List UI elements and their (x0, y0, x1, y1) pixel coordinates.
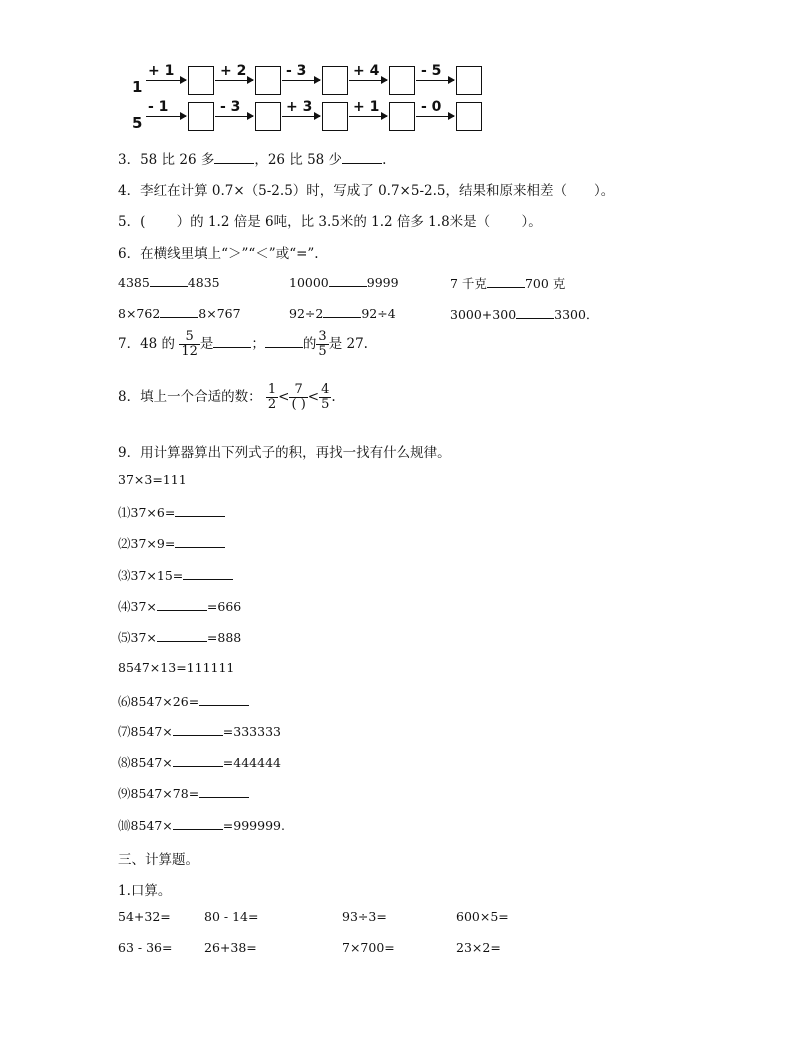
fraction (319, 383, 331, 412)
q9-line-text: ⑻8547× (118, 755, 173, 770)
question-3 (118, 148, 386, 168)
chain-start: 1 (132, 78, 143, 96)
q9-line (118, 722, 281, 740)
answer-box[interactable] (456, 102, 482, 131)
answer-blank[interactable] (516, 306, 554, 319)
chain-op: - 3 (220, 99, 241, 115)
compare-right: 700 克 (524, 276, 566, 291)
oral-item: 63 - 36= (118, 940, 173, 955)
compare-item (118, 305, 241, 321)
q7-text: 的 (302, 336, 317, 352)
answer-blank[interactable] (175, 535, 225, 548)
oral-item: 93÷3= (342, 909, 387, 924)
answer-box[interactable] (188, 102, 214, 131)
compare-right: 4835 (187, 275, 220, 290)
q9-line (118, 816, 285, 834)
compare-item (450, 274, 565, 292)
q9-line (118, 472, 187, 487)
compare-left: 10000 (289, 275, 329, 290)
fraction (289, 383, 307, 412)
chain-op: - 0 (421, 99, 442, 115)
answer-blank[interactable] (183, 567, 233, 580)
q9-line-result: =333333 (222, 724, 281, 739)
q9-line-result: =444444 (222, 755, 281, 770)
fraction (316, 330, 328, 359)
answer-blank[interactable] (342, 151, 382, 164)
answer-blank[interactable] (323, 305, 361, 318)
answer-box[interactable] (255, 102, 281, 131)
answer-blank[interactable] (173, 817, 223, 830)
question-4: 4．李红在计算 0.7×（5-2.5）时，写成了 0.7×5-2.5，结果和原来相差（ ）。 (118, 183, 615, 199)
number-chain-2 (128, 99, 498, 140)
question-6-title: 6．在横线里填上“＞”“＜”或“=”. (118, 246, 319, 262)
compare-left: 8×762 (118, 306, 161, 321)
answer-box[interactable] (255, 66, 281, 95)
question-5: 5．( ）的 1.2 倍是 6吨，比 3.5米的 1.2 倍多 1.8米是（ ）。 (118, 214, 542, 230)
q9-line (118, 753, 281, 771)
q9-line-text: ⑸37× (118, 630, 157, 645)
denominator: 5 (321, 397, 330, 412)
question-7 (118, 330, 368, 359)
q9-line (118, 784, 249, 802)
q9-line (118, 503, 225, 521)
answer-blank[interactable] (329, 274, 367, 287)
compare-item (450, 305, 598, 323)
q9-line (118, 597, 241, 615)
answer-blank[interactable] (173, 754, 223, 767)
answer-box[interactable] (188, 66, 214, 95)
less-than-sign: < (307, 389, 320, 405)
q9-line-result: =666 (206, 599, 242, 614)
compare-right: 8×767 (198, 306, 241, 321)
compare-item (289, 274, 399, 290)
q3-text-b: ，26 比 58 少 (254, 152, 343, 168)
oral-item: 600×5= (456, 909, 509, 924)
numerator: 7 (289, 383, 307, 398)
question-8 (118, 383, 336, 412)
compare-item (289, 305, 396, 321)
numerator: 1 (267, 382, 277, 397)
compare-left: 4385 (118, 275, 150, 290)
q8-prefix: 8．填上一个合适的数： (118, 389, 262, 405)
denominator: 5 (318, 344, 327, 359)
answer-box[interactable] (322, 66, 348, 95)
denominator: 12 (181, 344, 198, 359)
answer-box[interactable] (389, 66, 415, 95)
q9-line (118, 628, 241, 646)
arrow (215, 116, 253, 117)
section-3-title: 三、计算题。 (118, 852, 199, 868)
oral-calc-title: 1.口算。 (118, 883, 172, 899)
arrow (146, 116, 186, 117)
arrow (416, 116, 454, 117)
compare-left: 7 千克 (450, 276, 487, 291)
answer-box[interactable] (389, 102, 415, 131)
compare-right: 9999 (366, 275, 399, 290)
answer-blank[interactable] (213, 335, 251, 348)
question-9-title: 9．用计算器算出下列式子的积，再找一找有什么规律。 (118, 445, 451, 461)
compare-left: 3000+300 (450, 307, 517, 322)
oral-item: 80 - 14= (204, 909, 259, 924)
answer-blank[interactable] (157, 598, 207, 611)
arrow (215, 80, 253, 81)
chain-op: + 4 (353, 63, 380, 79)
q9-line-result: =999999. (222, 818, 285, 833)
q9-line-text: ⑽8547× (118, 818, 173, 833)
chain-op: + 2 (220, 63, 247, 79)
chain-op: + 3 (286, 99, 313, 115)
q9-line-text: ⑴37×6= (118, 505, 176, 520)
numerator: 5 (179, 330, 200, 345)
chain-op: + 1 (353, 99, 380, 115)
chain-op: + 1 (148, 63, 175, 79)
chain-op: - 3 (286, 63, 307, 79)
q9-line-text: ⑺8547× (118, 724, 173, 739)
fraction (179, 330, 200, 359)
q9-line-text: ⑼8547×78= (118, 786, 200, 801)
numerator: 4 (321, 382, 330, 397)
compare-right: 3300． (554, 307, 599, 322)
answer-blank[interactable] (214, 151, 254, 164)
answer-blank[interactable] (199, 785, 249, 798)
oral-item: 23×2= (456, 940, 501, 955)
answer-box[interactable] (322, 102, 348, 131)
q9-line-text: 37×3=111 (118, 472, 187, 487)
chain-op: - 1 (148, 99, 169, 115)
q9-line-text: ⑶37×15= (118, 568, 184, 583)
number-chain-1 (128, 63, 498, 104)
fraction (266, 383, 278, 412)
q9-line-text: ⑷37× (118, 599, 157, 614)
chain-start: 5 (132, 114, 143, 132)
arrow (146, 80, 186, 81)
q3-text-a: 3．58 比 26 多 (118, 152, 215, 168)
q9-line-text: ⑵37×9= (118, 536, 176, 551)
compare-left: 92÷2 (289, 306, 324, 321)
answer-blank[interactable] (173, 723, 223, 736)
answer-blank[interactable] (160, 305, 198, 318)
q9-line-text: ⑹8547×26= (118, 694, 200, 709)
q3-text-c: . (382, 152, 387, 168)
compare-item (118, 274, 220, 290)
denominator-blank[interactable]: ( ) (291, 397, 306, 412)
answer-blank[interactable] (265, 335, 303, 348)
numerator: 3 (318, 329, 327, 344)
answer-box[interactable] (456, 66, 482, 95)
q9-line (118, 566, 233, 584)
q9-line (118, 534, 225, 552)
q7-suffix: 是 27. (328, 336, 368, 352)
q9-line (118, 692, 249, 710)
answer-blank[interactable] (150, 274, 188, 287)
arrow (416, 80, 454, 81)
oral-item: 54+32= (118, 909, 171, 924)
answer-blank[interactable] (175, 504, 225, 517)
q7-text: 是 (199, 336, 214, 352)
oral-item: 26+38= (204, 940, 257, 955)
q9-line-text: 8547×13=111111 (118, 660, 235, 675)
answer-blank[interactable] (199, 693, 249, 706)
q8-end: . (331, 389, 336, 405)
answer-blank[interactable] (487, 275, 525, 288)
chain-op: - 5 (421, 63, 442, 79)
less-than-sign: < (278, 389, 290, 405)
denominator: 2 (267, 397, 277, 412)
q7-separator: ； (251, 336, 265, 352)
arrow (282, 80, 320, 81)
q9-line (118, 660, 234, 675)
compare-right: 92÷4 (361, 306, 396, 321)
arrow (349, 116, 387, 117)
oral-item: 7×700= (342, 940, 395, 955)
q9-line-result: =888 (206, 630, 242, 645)
q7-prefix: 7．48 的 (118, 336, 176, 352)
arrow (349, 80, 387, 81)
answer-blank[interactable] (157, 629, 207, 642)
arrow (282, 116, 320, 117)
